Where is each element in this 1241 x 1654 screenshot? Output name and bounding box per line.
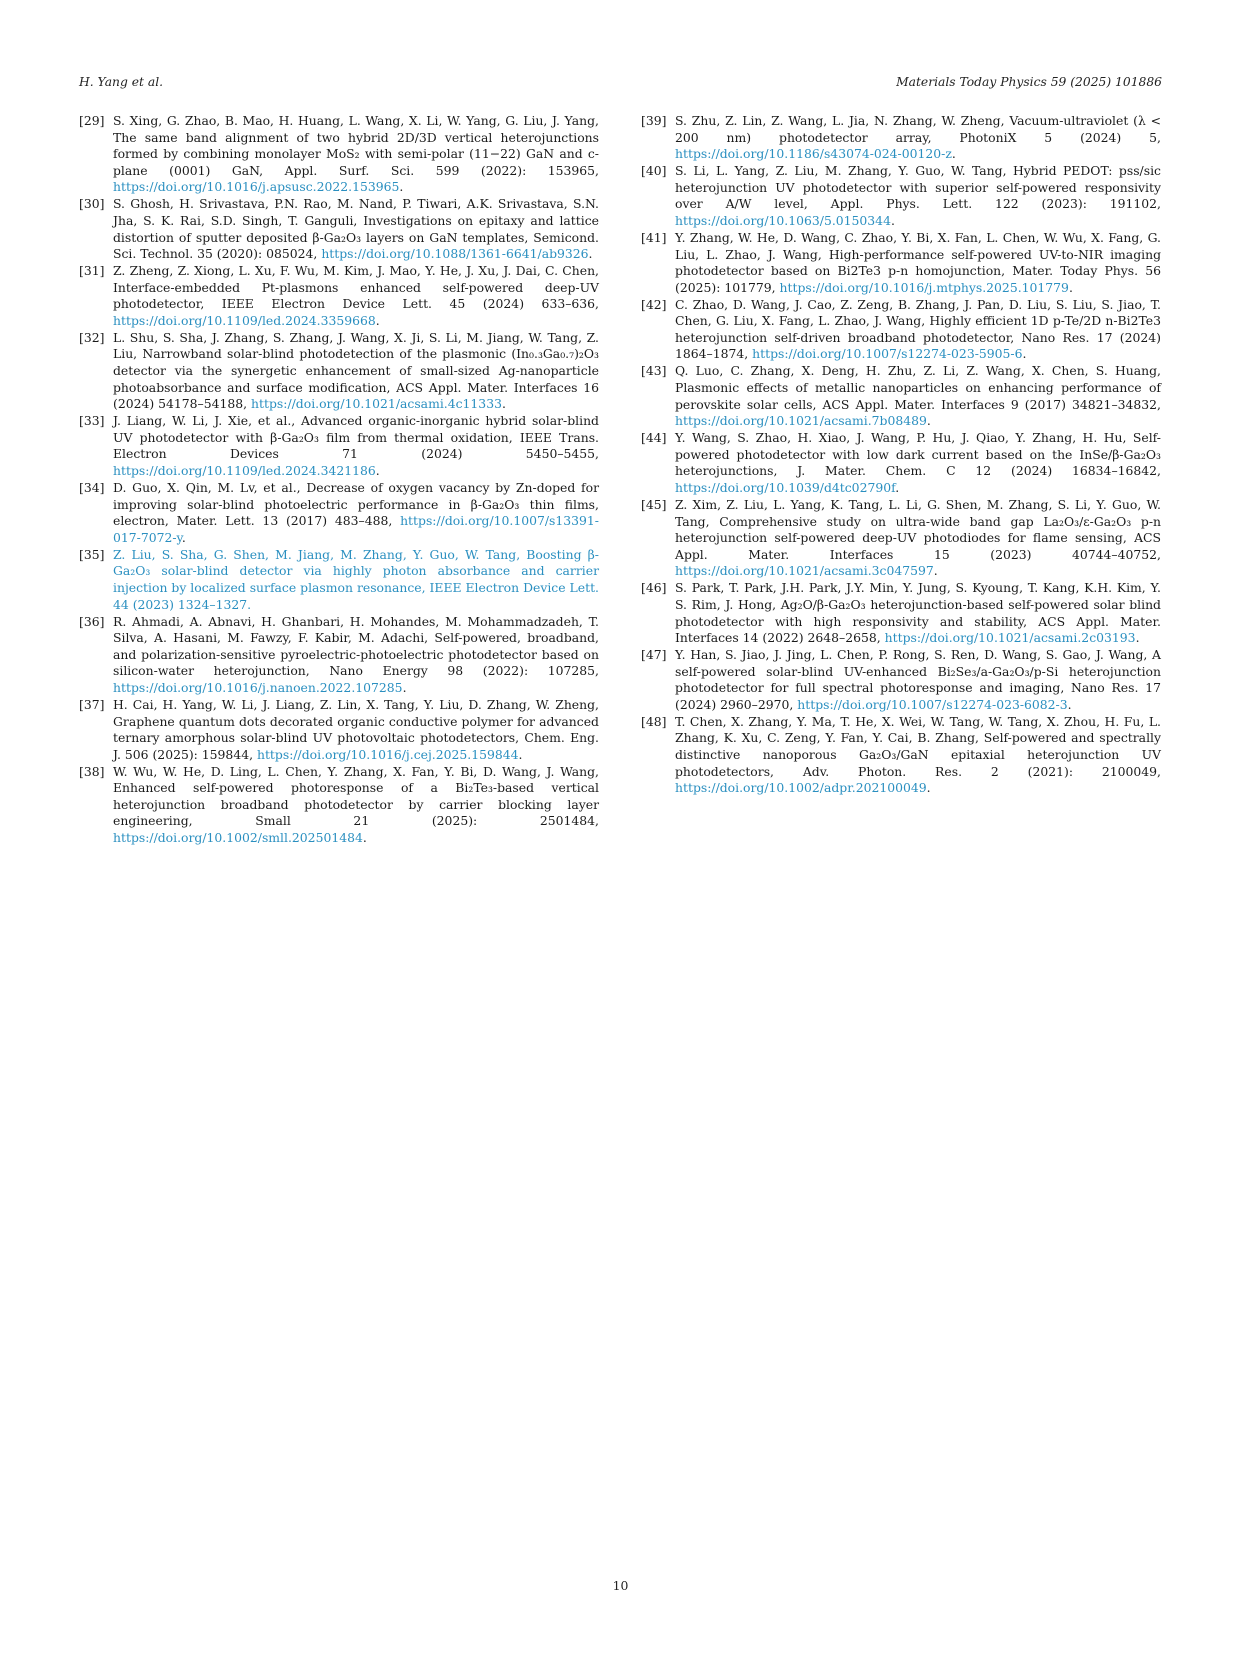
reference-item xyxy=(641,430,1161,496)
reference-number: [47] xyxy=(641,647,667,663)
reference-item xyxy=(641,230,1161,296)
reference-number: [40] xyxy=(641,163,667,179)
running-head-authors: H. Yang et al. xyxy=(79,75,164,89)
reference-item xyxy=(79,263,599,329)
running-head xyxy=(79,75,1162,89)
reference-item xyxy=(641,113,1161,163)
reference-number: [29] xyxy=(79,113,105,128)
reference-text xyxy=(675,230,1161,296)
reference-text xyxy=(113,413,599,479)
doi-link[interactable]: https://doi.org/10.1021/acsami.7b08489 xyxy=(675,413,927,429)
reference-text xyxy=(113,113,599,196)
reference-number: [37] xyxy=(79,696,105,712)
reference-tail: . xyxy=(501,396,506,412)
reference-tail: . xyxy=(933,563,938,579)
reference-tail: . xyxy=(1068,279,1073,295)
reference-number: [35] xyxy=(79,546,105,562)
reference-number: [34] xyxy=(79,480,105,496)
reference-text xyxy=(113,330,599,413)
doi-link[interactable]: https://doi.org/10.1063/5.0150344 xyxy=(675,212,891,228)
reference-tail: . xyxy=(588,246,593,262)
reference-number: [48] xyxy=(641,713,667,729)
reference-tail: . xyxy=(1067,696,1072,712)
reference-tail: . xyxy=(890,212,895,228)
reference-citation: S. Park, T. Park, J.H. Park, J.Y. Min, Y. Jung, S. Kyoung, T. Kang, K.H. Kim, Y. S. Rim, J. Hong, Ag₂O/β-Ga₂O₃ heterojunction-based self-powered solar blind photodetector with high responsivity and stability, ACS Appl. Mater. Interfaces 14 (2022) 2648–2658, xyxy=(675,580,1161,646)
reference-citation: Y. Han, S. Jiao, J. Jing, L. Chen, P. Rong, S. Ren, D. Wang, S. Gao, J. Wang, A self-powered solar-blind UV-enhanced Bi₂Se₃/a-Ga₂O₃/p-Si heterojunction photodetector for full spectral photoresponse and imaging, Nano Res. 17 (2024) 2960–2970, xyxy=(675,647,1161,712)
reference-item xyxy=(79,547,599,613)
reference-tail: . xyxy=(247,596,252,612)
reference-number: [36] xyxy=(79,613,105,629)
reference-number: [44] xyxy=(641,430,667,446)
reference-number: [43] xyxy=(641,363,667,379)
reference-citation: Q. Luo, C. Zhang, X. Deng, H. Zhu, Z. Li, Z. Wang, X. Chen, S. Huang, Plasmonic effects of metallic nanoparticles on enhancing performance of perovskite solar cells, ACS Appl. Mater. Interfaces 9 (2017) 34821–34832, xyxy=(675,363,1161,412)
doi-link[interactable]: https://doi.org/10.1039/d4tc02790f xyxy=(675,480,896,496)
reference-citation: Y. Zhang, W. He, D. Wang, C. Zhao, Y. Bi, X. Fan, L. Chen, W. Wu, X. Fang, G. Liu, L. Zhao, J. Wang, High-performance self-powered UV-to-NIR imaging photodetector based on Bi2Te3 p-n homojunction, Mater. Today Phys. 56 (2025): 101779, xyxy=(675,229,1161,295)
reference-citation: S. Ghosh, H. Srivastava, P.N. Rao, M. Nand, P. Tiwari, A.K. Srivastava, S.N. Jha, S. K. Rai, S.D. Singh, T. Ganguli, Investigations on epitaxy and lattice distortion of sputter deposited β-Ga₂O₃ layers on GaN templates, Semicond. Sci. Technol. 35 (2020): 085024, xyxy=(113,196,599,262)
doi-link[interactable]: https://doi.org/10.1016/j.mtphys.2025.101779 xyxy=(779,279,1069,295)
doi-link[interactable]: https://doi.org/10.1021/acsami.2c03193 xyxy=(884,630,1136,646)
reference-number: [46] xyxy=(641,580,667,596)
reference-text xyxy=(113,263,599,329)
reference-text xyxy=(675,580,1161,646)
reference-item xyxy=(79,113,599,196)
reference-text xyxy=(675,113,1161,163)
reference-text xyxy=(113,480,599,546)
reference-tail: . xyxy=(895,480,900,496)
reference-item xyxy=(641,163,1161,229)
reference-item xyxy=(79,196,599,262)
doi-link[interactable]: https://doi.org/10.1109/led.2024.3421186 xyxy=(113,463,376,479)
reference-citation: Z. Zheng, Z. Xiong, L. Xu, F. Wu, M. Kim, J. Mao, Y. He, J. Xu, J. Dai, C. Chen, Interface-embedded Pt-plasmons enhanced self-powered deep-UV photodetector, IEEE Electron Device Lett. 45 (2024) 633–636, xyxy=(113,263,599,312)
reference-tail: . xyxy=(518,746,523,762)
reference-item xyxy=(641,714,1161,797)
running-head-journal: Materials Today Physics 59 (2025) 101886 xyxy=(896,75,1162,89)
references-right-column xyxy=(641,113,1161,797)
reference-citation: J. Liang, W. Li, J. Xie, et al., Advanced organic-inorganic hybrid solar-blind UV photodetector with β-Ga₂O₃ film from thermal oxidation, IEEE Trans. Electron Devices 71 (2024) 5450–5455, xyxy=(113,413,599,462)
doi-link[interactable]: https://doi.org/10.1016/j.cej.2025.159844 xyxy=(256,746,519,762)
reference-item xyxy=(79,413,599,479)
doi-link[interactable]: https://doi.org/10.1002/adpr.202100049 xyxy=(675,780,927,796)
doi-link[interactable]: https://doi.org/10.1016/j.nanoen.2022.107285 xyxy=(113,679,403,695)
reference-citation: L. Shu, S. Sha, J. Zhang, S. Zhang, J. Wang, X. Ji, S. Li, M. Jiang, W. Tang, Z. Liu, Narrowband solar-blind photodetection of the plasmonic (In₀.₃Ga₀.₇)₂O₃ detector via the synergetic enhancement of small-sized Ag-nanoparticle photoabsorbance and surface modification, ACS Appl. Mater. Interfaces 16 (2024) 54178–54188, xyxy=(113,329,599,412)
reference-item xyxy=(641,497,1161,580)
reference-item xyxy=(641,363,1161,429)
reference-citation: C. Zhao, D. Wang, J. Cao, Z. Zeng, B. Zhang, J. Pan, D. Liu, S. Liu, S. Jiao, T. Chen, G. Liu, X. Fang, L. Zhao, J. Wang, Highly efficient 1D p-Te/2D n-Bi2Te3 heterojunction self-driven broadband photodetector, Nano Res. 17 (2024) 1864–1874, xyxy=(675,296,1161,362)
reference-text xyxy=(675,363,1161,429)
reference-number: [32] xyxy=(79,329,105,345)
reference-number: [30] xyxy=(79,196,105,212)
reference-text xyxy=(113,764,599,847)
reference-number: [33] xyxy=(79,413,105,429)
reference-citation: Y. Wang, S. Zhao, H. Xiao, J. Wang, P. Hu, J. Qiao, Y. Zhang, H. Hu, Self-powered photodetector with low dark current based on the InSe/β-Ga₂O₃ heterojunctions, J. Mater. Chem. C 12 (2024) 16834–16842, xyxy=(675,430,1161,479)
reference-citation: S. Li, L. Yang, Z. Liu, M. Zhang, Y. Guo, W. Tang, Hybrid PEDOT: pss/sic heterojunction UV photodetector with superior self-powered responsivity over A/W level, Appl. Phys. Lett. 122 (2023): 191102, xyxy=(675,163,1161,212)
reference-text xyxy=(675,163,1161,229)
reference-number: [31] xyxy=(79,263,105,279)
reference-text xyxy=(675,714,1161,797)
doi-link[interactable]: https://doi.org/10.1007/s12274-023-6082-3 xyxy=(797,696,1068,712)
reference-number: [45] xyxy=(641,497,667,512)
reference-text xyxy=(675,297,1161,363)
reference-item xyxy=(79,614,599,697)
reference-tail: . xyxy=(375,463,380,479)
reference-item xyxy=(641,580,1161,646)
reference-item xyxy=(79,330,599,413)
page-number: 10 xyxy=(612,1578,629,1593)
reference-item xyxy=(79,697,599,763)
reference-item xyxy=(641,647,1161,713)
reference-text xyxy=(675,647,1161,713)
reference-citation: S. Zhu, Z. Lin, Z. Wang, L. Jia, N. Zhang, W. Zheng, Vacuum-ultraviolet (λ < 200 nm) photodetector array, PhotoniX 5 (2024) 5, xyxy=(675,113,1161,145)
reference-tail: . xyxy=(951,146,956,162)
reference-text[interactable] xyxy=(113,547,599,613)
reference-citation: Z. Liu, S. Sha, G. Shen, M. Jiang, M. Zhang, Y. Guo, W. Tang, Boosting β-Ga₂O₃ solar-blind detector via highly photon absorbance and carrier injection by localized surface plasmon resonance, IEEE Electron Device Lett. 44 (2023) 1324–1327 xyxy=(113,546,599,612)
doi-link[interactable]: https://doi.org/10.1109/led.2024.3359668 xyxy=(113,312,376,328)
reference-tail: . xyxy=(926,780,931,796)
reference-number: [39] xyxy=(641,113,667,128)
reference-tail: . xyxy=(362,830,367,846)
reference-text xyxy=(113,196,599,262)
reference-citation: Z. Xim, Z. Liu, L. Yang, K. Tang, L. Li, G. Shen, M. Zhang, S. Li, Y. Guo, W. Tang, Comprehensive study on ultra-wide band gap La₂O₃/ε-Ga₂O₃ p-n heterojunction self-powered deep-UV photodiodes for flame sensing, ACS Appl. Mater. Interfaces 15 (2023) 40744–40752, xyxy=(675,497,1161,562)
reference-tail: . xyxy=(926,413,931,429)
reference-text xyxy=(113,697,599,763)
reference-tail: . xyxy=(399,179,404,195)
reference-tail: . xyxy=(402,679,407,695)
reference-citation: S. Xing, G. Zhao, B. Mao, H. Huang, L. Wang, X. Li, W. Yang, G. Liu, J. Yang, The same band alignment of two hybrid 2D/3D vertical heterojunctions formed by combining monolayer MoS₂ with semi-polar (11−22) GaN and c-plane (0001) GaN, Appl. Surf. Sci. 599 (2022): 153965, xyxy=(113,113,599,178)
doi-link[interactable]: https://doi.org/10.1007/s13391-017-7072-y xyxy=(113,513,599,545)
doi-link[interactable]: https://doi.org/10.1021/acsami.3c047597 xyxy=(675,563,934,579)
reference-tail: . xyxy=(1022,346,1027,362)
reference-tail: . xyxy=(1135,630,1140,646)
reference-tail: . xyxy=(375,312,380,328)
reference-number: [41] xyxy=(641,229,667,245)
reference-item xyxy=(79,480,599,546)
reference-item xyxy=(641,297,1161,363)
reference-text xyxy=(113,614,599,697)
reference-tail: . xyxy=(181,529,186,545)
reference-number: [38] xyxy=(79,763,105,779)
reference-citation: D. Guo, X. Qin, M. Lv, et al., Decrease of oxygen vacancy by Zn-doped for improving solar-blind photoelectric performance in β-Ga₂O₃ thin films, electron, Mater. Lett. 13 (2017) 483–488, xyxy=(113,480,599,529)
doi-link[interactable]: https://doi.org/10.1088/1361-6641/ab9326 xyxy=(321,246,589,262)
reference-text xyxy=(675,497,1161,580)
doi-link[interactable]: https://doi.org/10.1016/j.apsusc.2022.153965 xyxy=(113,179,400,195)
reference-item xyxy=(79,764,599,847)
doi-link[interactable]: https://doi.org/10.1186/s43074-024-00120-z xyxy=(675,146,952,162)
doi-link[interactable]: https://doi.org/10.1021/acsami.4c11333 xyxy=(251,396,502,412)
reference-citation: T. Chen, X. Zhang, Y. Ma, T. He, X. Wei, W. Tang, W. Tang, X. Zhou, H. Fu, L. Zhang, K. Xu, C. Zeng, Y. Fan, Y. Cai, B. Zhang, Self-powered and spectrally distinctive nanoporous Ga₂O₃/GaN epitaxial heterojunction UV photodetectors, Adv. Photon. Res. 2 (2021): 2100049, xyxy=(675,713,1161,779)
reference-citation: R. Ahmadi, A. Abnavi, H. Ghanbari, H. Mohandes, M. Mohammadzadeh, T. Silva, A. Hasani, M. Fawzy, F. Kabir, M. Adachi, Self-powered, broadband, and polarization-sensitive pyroelectric-photoelectric photodetector based on silicon-water heterojunction, Nano Energy 98 (2022): 107285, xyxy=(113,613,599,679)
reference-number: [42] xyxy=(641,296,667,312)
reference-citation: H. Cai, H. Yang, W. Li, J. Liang, Z. Lin, X. Tang, Y. Liu, D. Zhang, W. Zheng, Graphene quantum dots decorated organic conductive polymer for advanced ternary amorphous solar-blind UV photovoltaic photodetectors, Chem. Eng. J. 506 (2025): 159844, xyxy=(113,696,599,762)
reference-text xyxy=(675,430,1161,496)
references-left-column xyxy=(79,113,599,847)
doi-link[interactable]: https://doi.org/10.1007/s12274-023-5905-6 xyxy=(752,346,1023,362)
doi-link[interactable]: https://doi.org/10.1002/smll.202501484 xyxy=(113,830,363,846)
reference-citation: W. Wu, W. He, D. Ling, L. Chen, Y. Zhang, X. Fan, Y. Bi, D. Wang, J. Wang, Enhanced self-powered photoresponse of a Bi₂Te₃-based vertical heterojunction broadband photodetector by carrier blocking layer engineering, Small 21 (2025): 2501484, xyxy=(113,763,599,829)
